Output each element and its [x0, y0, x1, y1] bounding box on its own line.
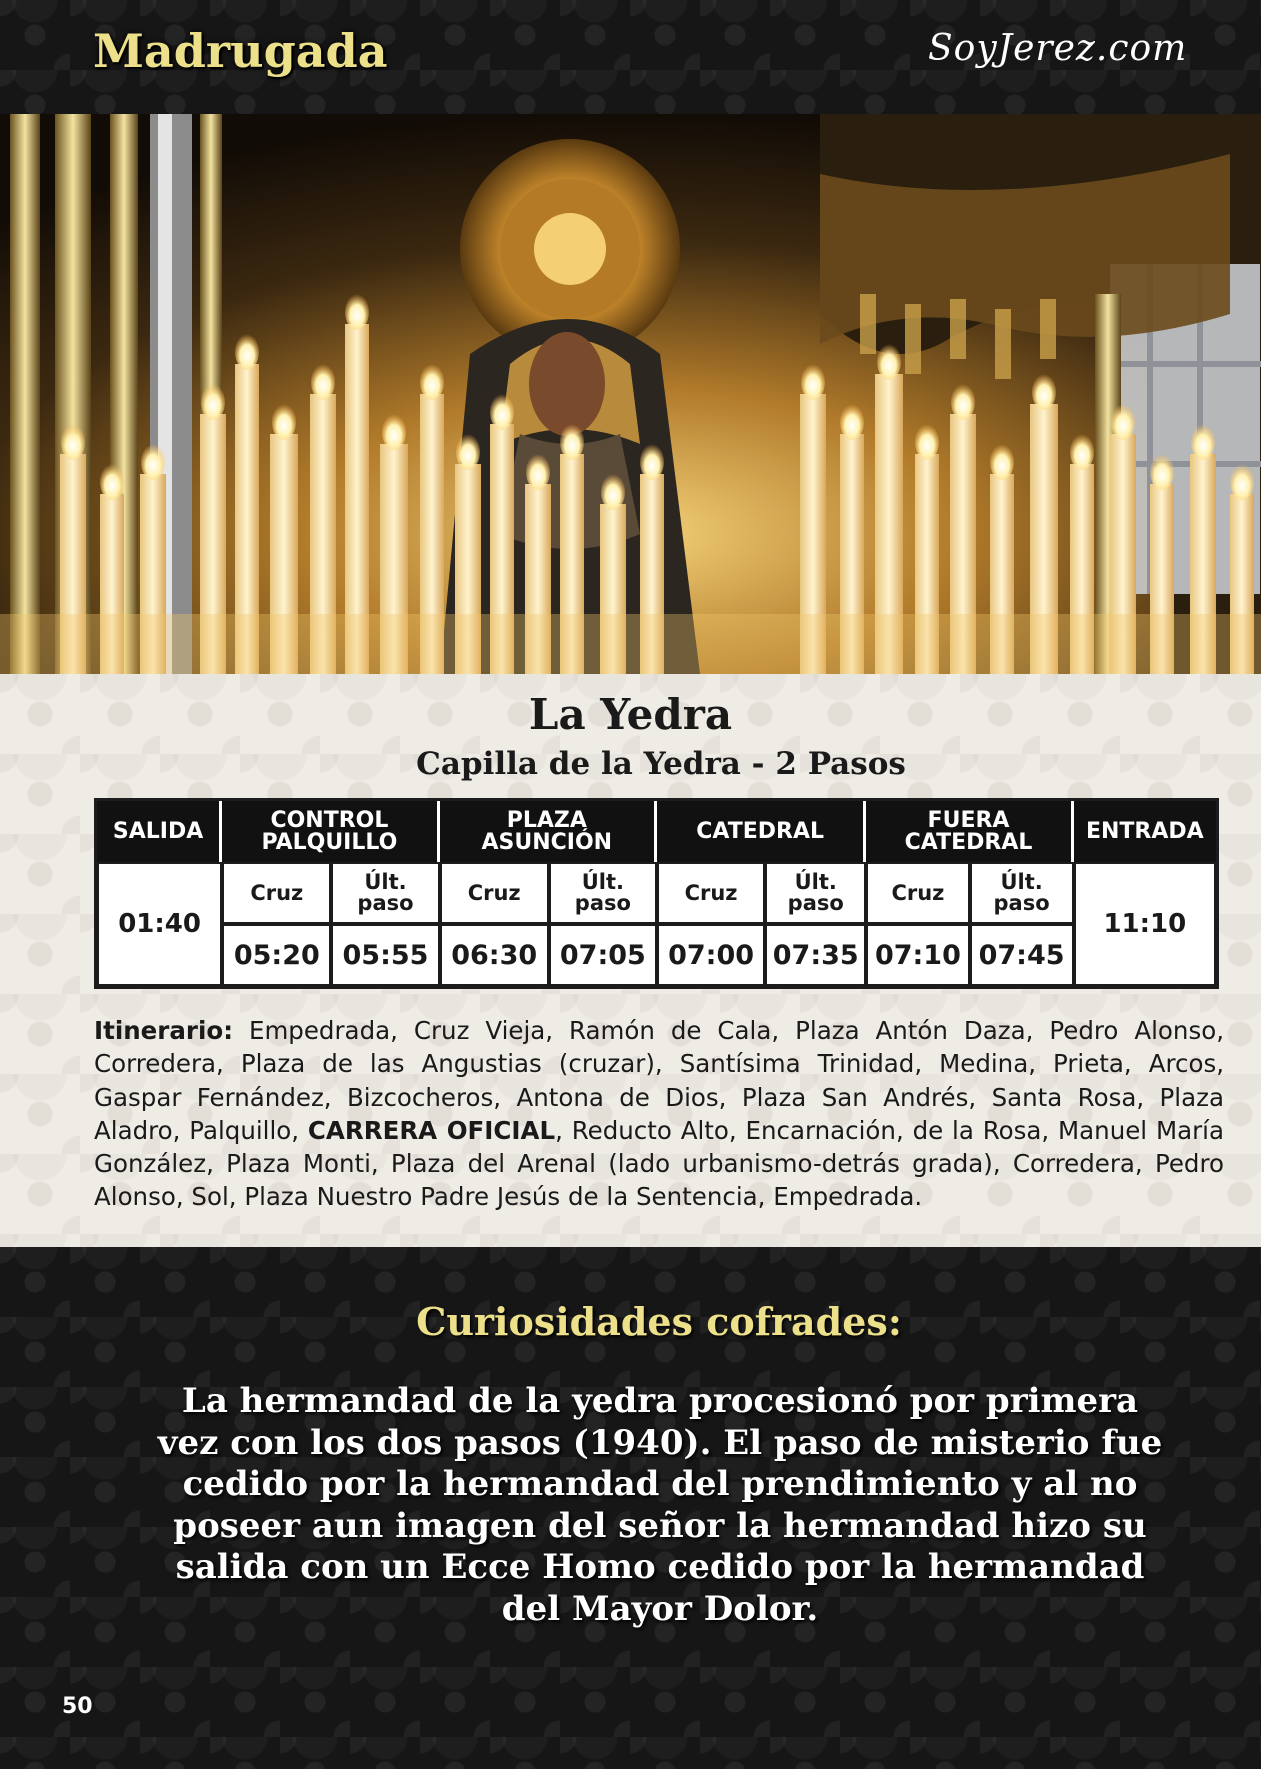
itinerary	[94, 1014, 1224, 1214]
catedral-cruz-label: Cruz	[657, 862, 765, 924]
header-salida: SALIDA	[97, 801, 222, 862]
curiosities-text: La hermandad de la yedra procesionó por primera vez con los dos pasos (1940). El paso de misterio fue cedido por la hermandad del prendimiento y al no poseer aun imagen del señor la hermandad hizo su salida con un Ecce Homo cedido por la hermandad del Mayor Dolor.	[157, 1381, 1163, 1629]
header-entrada: ENTRADA	[1074, 801, 1216, 862]
fuera-ult-time: 07:45	[970, 924, 1074, 986]
salida-time: 01:40	[97, 862, 222, 986]
header-control-line1: CONTROL	[270, 807, 389, 833]
plaza-ult-time: 07:05	[549, 924, 657, 986]
section-title: Madrugada	[93, 24, 388, 78]
header-control-line2: PALQUILLO	[261, 829, 398, 855]
itinerary-part2: , Reducto Alto, Encarnación, de la Rosa, Manuel María González, Plaza Monti, Plaza del Arenal (lado urbanismo-detrás grada), Corredera, Pedro Alonso, Sol, Plaza Nuestro Padre Jesús de la Sentencia, Empedrada.	[94, 1115, 1224, 1212]
fuera-ult-label	[970, 862, 1074, 924]
ult-line1: Últ.	[794, 870, 837, 894]
header-plaza-line1: PLAZA	[506, 807, 587, 833]
brand-logo: SoyJerez.com	[928, 28, 1188, 69]
catedral-cruz-time: 07:00	[657, 924, 765, 986]
control-ult-time: 05:55	[331, 924, 439, 986]
plaza-cruz-label: Cruz	[440, 862, 549, 924]
header-control-palquillo	[222, 801, 439, 862]
header-fuera-catedral	[866, 801, 1073, 862]
itinerary-highlight: CARRERA OFICIAL	[307, 1115, 556, 1145]
brotherhood-name: La Yedra	[528, 690, 733, 739]
plaza-cruz-time: 06:30	[440, 924, 549, 986]
curiosities-section	[0, 1247, 1261, 1769]
header-plaza-asuncion	[440, 801, 657, 862]
ult-line1: Últ.	[364, 870, 407, 894]
catedral-ult-label	[765, 862, 866, 924]
ult-line2: paso	[787, 891, 844, 915]
itinerary-label: Itinerario:	[94, 1016, 234, 1045]
page-number: 50	[62, 1694, 93, 1719]
page-header	[0, 0, 1261, 114]
brotherhood-subtitle: Capilla de la Yedra - 2 Pasos	[416, 746, 906, 782]
plaza-ult-label	[549, 862, 657, 924]
hero-photo	[0, 114, 1261, 674]
ult-line1: Últ.	[1000, 870, 1043, 894]
control-ult-label	[331, 862, 439, 924]
fuera-cruz-label: Cruz	[866, 862, 969, 924]
control-cruz-time: 05:20	[222, 924, 331, 986]
header-fuera-line2: CATEDRAL	[904, 829, 1033, 855]
itinerary-part1: Empedrada, Cruz Vieja, Ramón de Cala, Plaza Antón Daza, Pedro Alonso, Corredera, Plaza de las Angustias (cruzar), Santísima Trinidad, Medina, Prieta, Arcos, Gaspar Fernández, Bizcocheros, Antona de Dios, Plaza San Andrés, Santa Rosa, Plaza Aladro, Palquillo,	[94, 1016, 1224, 1145]
info-panel	[0, 674, 1261, 1247]
virgin-under-canopy-with-candles-photo	[0, 114, 1261, 674]
ult-line2: paso	[574, 891, 631, 915]
entrada-time: 11:10	[1074, 862, 1216, 986]
control-cruz-label: Cruz	[222, 862, 331, 924]
curiosities-title: Curiosidades cofrades:	[416, 1299, 902, 1344]
ult-line2: paso	[357, 891, 414, 915]
header-fuera-line1: FUERA	[927, 807, 1010, 833]
catedral-ult-time: 07:35	[765, 924, 866, 986]
ult-line1: Últ.	[581, 870, 625, 894]
header-plaza-line2: ASUNCIÓN	[481, 829, 613, 855]
schedule-table	[94, 798, 1219, 989]
fuera-cruz-time: 07:10	[866, 924, 969, 986]
header-catedral: CATEDRAL	[657, 801, 866, 862]
ult-line2: paso	[993, 891, 1050, 915]
